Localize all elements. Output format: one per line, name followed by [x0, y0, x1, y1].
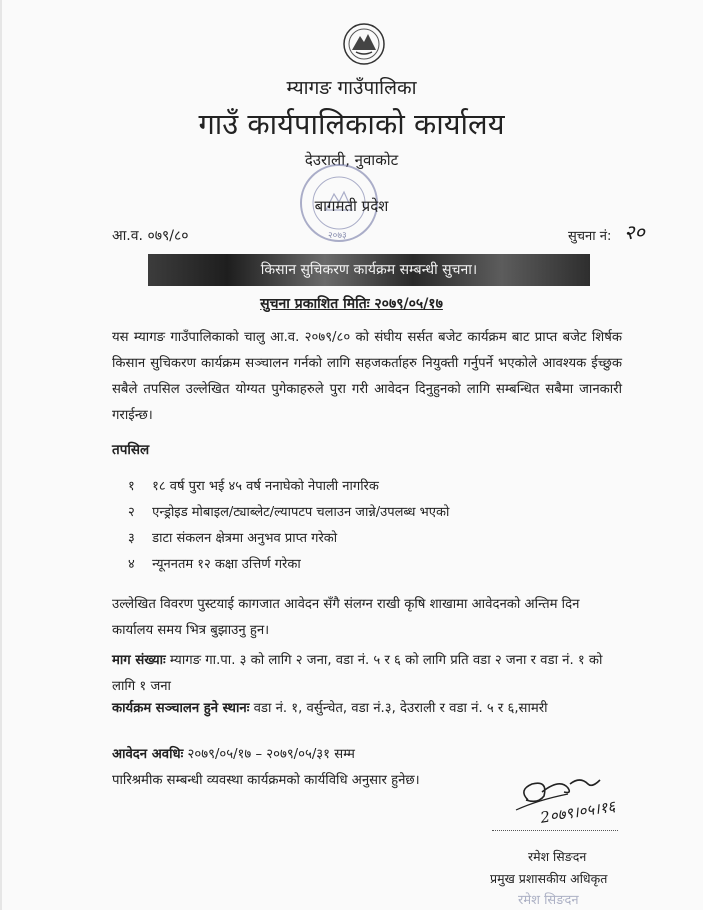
publish-date: सुचना प्रकाशित मितिः २०७९/०५/१७ [260, 296, 443, 312]
requirement-item [128, 502, 449, 520]
remuneration-note: पारिश्रमीक सम्बन्धी व्यवस्था कार्यक्रमको कार्यविधि अनुसार हुनेछ। [112, 773, 420, 788]
office-address: देउराली, नुवाकोट [304, 151, 399, 169]
notice-number-label: सुचना नं: [568, 229, 612, 244]
requirement-number: १ [128, 479, 135, 494]
requirement-text: न्यूननतम १२ कक्षा उत्तिर्ण गरेका [152, 557, 301, 572]
venue-label: कार्यक्रम सञ्चालन हुने स्थानः [112, 701, 250, 716]
nepal-emblem-icon [342, 22, 386, 66]
office-title: गाउँ कार्यपालिकाको कार्यालय [198, 107, 505, 141]
requirement-item [128, 476, 379, 494]
name-stamp: रमेश सिङदन [518, 893, 579, 908]
requirement-number: २ [128, 505, 135, 520]
notice-body: यस म्यागङ गाउँपालिकाको चालु आ.व. २०७९/८० को संघीय सर्सत बजेट कार्यक्रम बाट प्राप्त बजेट शिर्षक किसान सुचिकरण कार्यक्रम सञ्चालन गर्नको लागि सहजकर्ताहरु नियुक्ती गर्नुपर्ने भएकोले आवश्यक ईच्छुक सबैले तपसिल उल्लेखित योग्यत पुगेकाहरुले पुरा गरी आवेदन दिनुहुनको लागि सम्बन्धित सबैमा जानकारी गराईन्छ। [112, 330, 622, 423]
subject-bar: किसान सुचिकरण कार्यक्रम सम्बन्धी सुचना। [148, 254, 590, 286]
signer-title: प्रमुख प्रशासकीय अधिकृत [490, 871, 608, 886]
application-period [112, 742, 622, 768]
tapasil-heading: तपसिल [112, 442, 150, 458]
requirement-item [128, 554, 301, 572]
demand-label: माग संख्याः [112, 653, 166, 668]
seal-text: २०७३ [328, 231, 347, 241]
requirement-item [128, 528, 337, 546]
signature-date: 2०७९।०५।१६ [539, 797, 617, 827]
requirement-text: एन्ड्रोइड मोबाइल/ट्याब्लेट/ल्यापटप चलाउन जान्ने/उपलब्ध भएको [152, 505, 450, 520]
notice-number-value: २० [624, 220, 645, 244]
office-province: बागमती प्रदेश [314, 197, 389, 215]
period-label: आवेदन अवधिः [112, 747, 184, 762]
requirement-text: १८ वर्ष पुरा भई ४५ वर्ष ननाघेको नेपाली नागरिक [152, 479, 379, 494]
period-text: २०७९/०५/१७ – २०७९/०५/३१ सम्म [187, 747, 355, 762]
submission-instructions: उल्लेखित विवरण पुस्टयाई कागजात आवेदन सँगै संलग्न राखी कृषि शाखामा आवेदनको अन्तिम दिन कार्यालय समय भित्र बुझाउनु हुन। [112, 597, 580, 638]
program-venue [112, 696, 622, 722]
demand-text: म्यागङ गा.पा. ३ को लागि २ जना, वडा नं. ५ र ६ को लागि प्रति वडा २ जना र वडा नं. १ को लागि १ जना [112, 653, 603, 694]
venue-text: वडा नं. १, वर्सुन्चेत, वडा नं.३, देउराली र वडा नं. ५ र ६,सामरी [253, 701, 548, 716]
signer-name: रमेश सिङदन [528, 849, 587, 864]
requirement-text: डाटा संकलन क्षेत्रमा अनुभव प्राप्त गरेको [152, 531, 338, 546]
requirement-number: ३ [128, 531, 135, 546]
signature-line [492, 830, 618, 831]
office-name: म्यागङ गाउँपालिका [286, 77, 417, 99]
fiscal-year: आ.व. ०७९/८० [112, 228, 189, 244]
requirement-number: ४ [128, 557, 135, 572]
demand-count [112, 648, 622, 700]
